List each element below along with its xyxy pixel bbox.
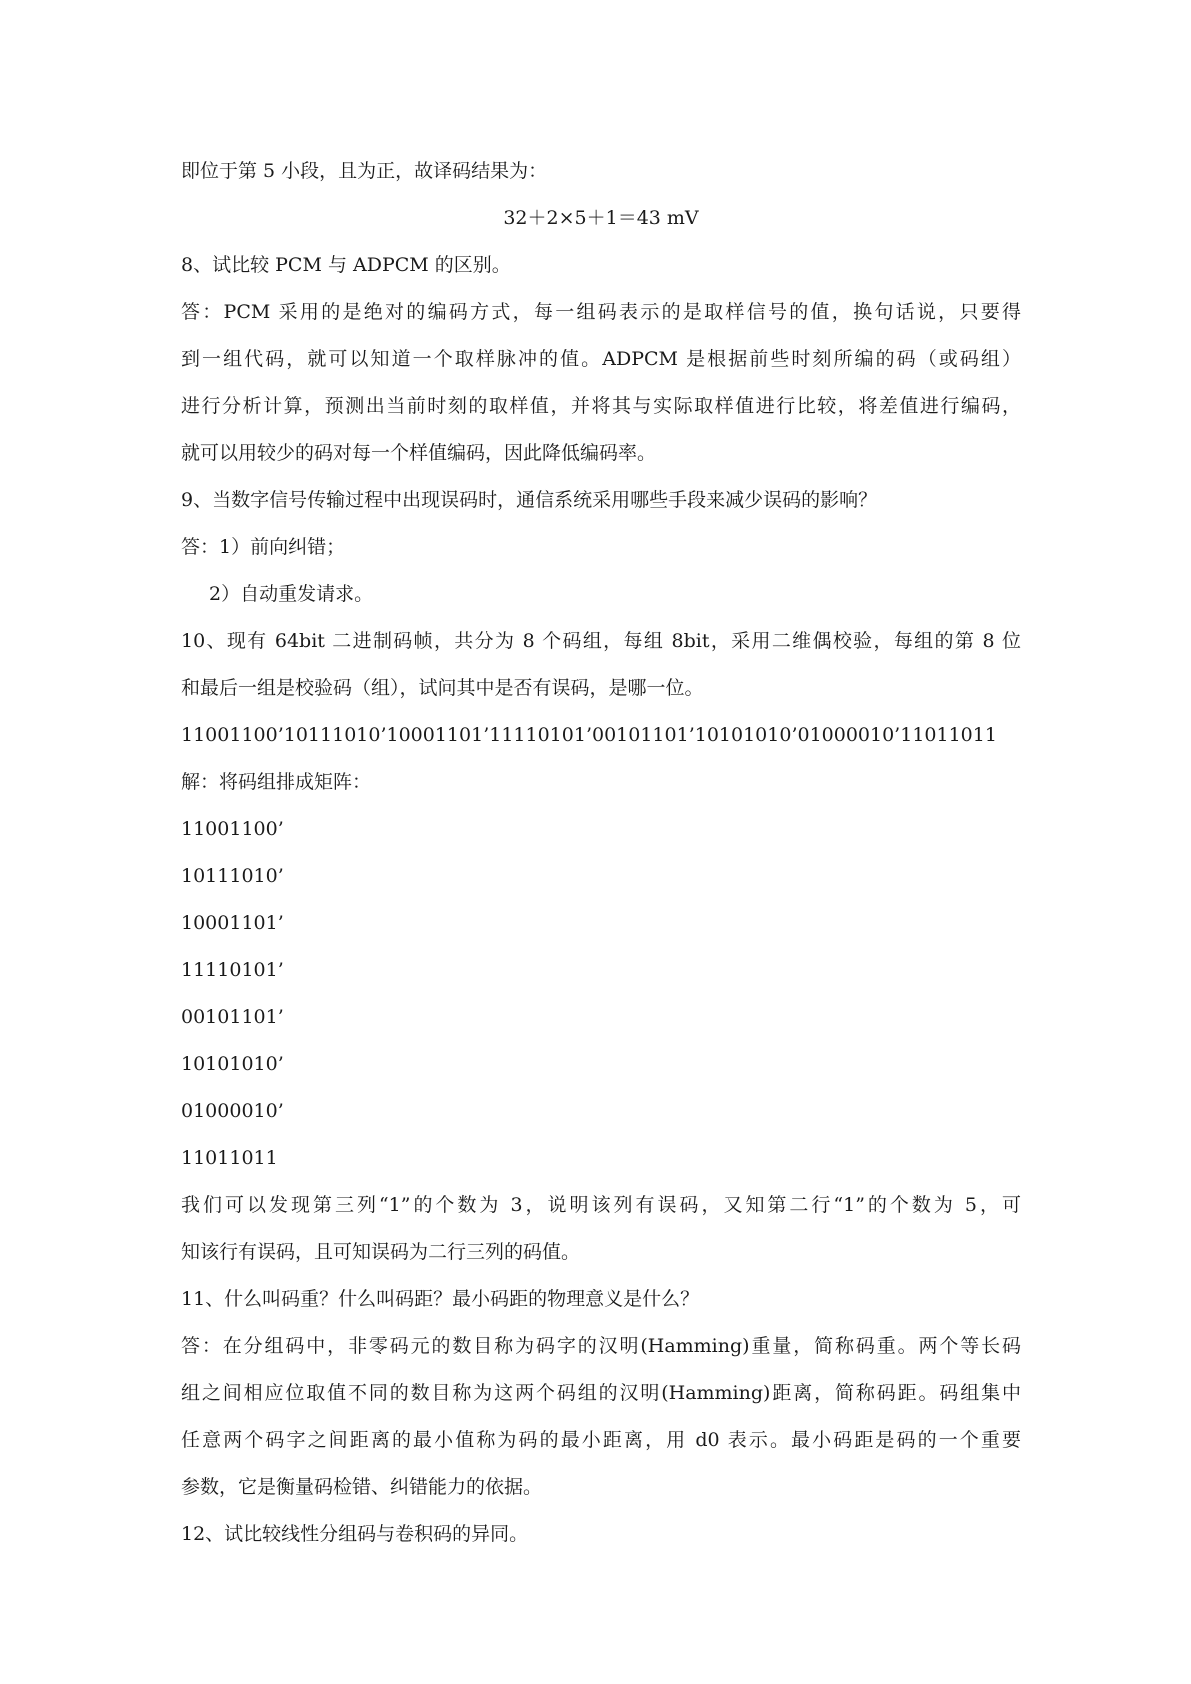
answer-line: 就可以用较少的码对每一个样值编码，因此降低编码率。: [181, 442, 657, 464]
question-10-cont: 和最后一组是校验码（组），试问其中是否有误码，是哪一位。: [181, 677, 704, 699]
answer-line: 组之间相应位取值不同的数目称为这两个码组的汉明(Hamming)距离，简称码距。码组集中: [181, 1382, 1021, 1404]
question-10: 10、现有 64bit 二进制码帧，共分为 8 个码组，每组 8bit，采用二维偶校验，每组的第 8 位: [181, 630, 1021, 652]
answer-line: 答：1）前向纠错；: [181, 536, 346, 558]
matrix-row: 01000010’: [181, 1100, 284, 1122]
document-page: [181, 148, 1021, 1558]
question-11: 11、什么叫码重？什么叫码距？最小码距的物理意义是什么？: [181, 1288, 700, 1310]
matrix-row: 10101010’: [181, 1053, 284, 1075]
matrix-row: 11110101’: [181, 959, 284, 981]
matrix-row: 10111010’: [181, 865, 284, 887]
solution-line: 解：将码组排成矩阵：: [181, 771, 372, 793]
question-12: 12、试比较线性分组码与卷积码的异同。: [181, 1523, 529, 1545]
code-frame: 11001100’10111010’10001101’11110101’00101101’10101010’01000010’11011011: [181, 724, 997, 746]
matrix-row: 11001100’: [181, 818, 284, 840]
matrix-row: 11011011: [181, 1147, 278, 1169]
question-9: 9、当数字信号传输过程中出现误码时，通信系统采用哪些手段来减少误码的影响？: [181, 489, 878, 511]
matrix-row: 00101101’: [181, 1006, 284, 1028]
answer-line: 参数，它是衡量码检错、纠错能力的依据。: [181, 1476, 543, 1498]
formula-line: 32＋2×5＋1＝43 mV: [503, 207, 699, 229]
answer-line: 知该行有误码，且可知误码为二行三列的码值。: [181, 1241, 581, 1263]
matrix-row: 10001101’: [181, 912, 284, 934]
answer-line: 答：PCM 采用的是绝对的编码方式，每一组码表示的是取样信号的值，换句话说，只要得: [181, 301, 1021, 323]
question-8: 8、试比较 PCM 与 ADPCM 的区别。: [181, 254, 511, 276]
answer-line: 2）自动重发请求。: [209, 583, 374, 605]
answer-line: 任意两个码字之间距离的最小值称为码的最小距离，用 d0 表示。最小码距是码的一个重要: [181, 1429, 1021, 1451]
text-line: 即位于第 5 小段，且为正，故译码结果为：: [181, 160, 548, 182]
answer-line: 到一组代码，就可以知道一个取样脉冲的值。ADPCM 是根据前些时刻所编的码（或码组）: [181, 348, 1021, 370]
answer-line: 我们可以发现第三列“1”的个数为 3，说明该列有误码，又知第二行“1”的个数为 5，可: [181, 1194, 1021, 1216]
answer-line: 答：在分组码中，非零码元的数目称为码字的汉明(Hamming)重量，简称码重。两个等长码: [181, 1335, 1021, 1357]
answer-line: 进行分析计算，预测出当前时刻的取样值，并将其与实际取样值进行比较，将差值进行编码，: [181, 395, 1021, 417]
